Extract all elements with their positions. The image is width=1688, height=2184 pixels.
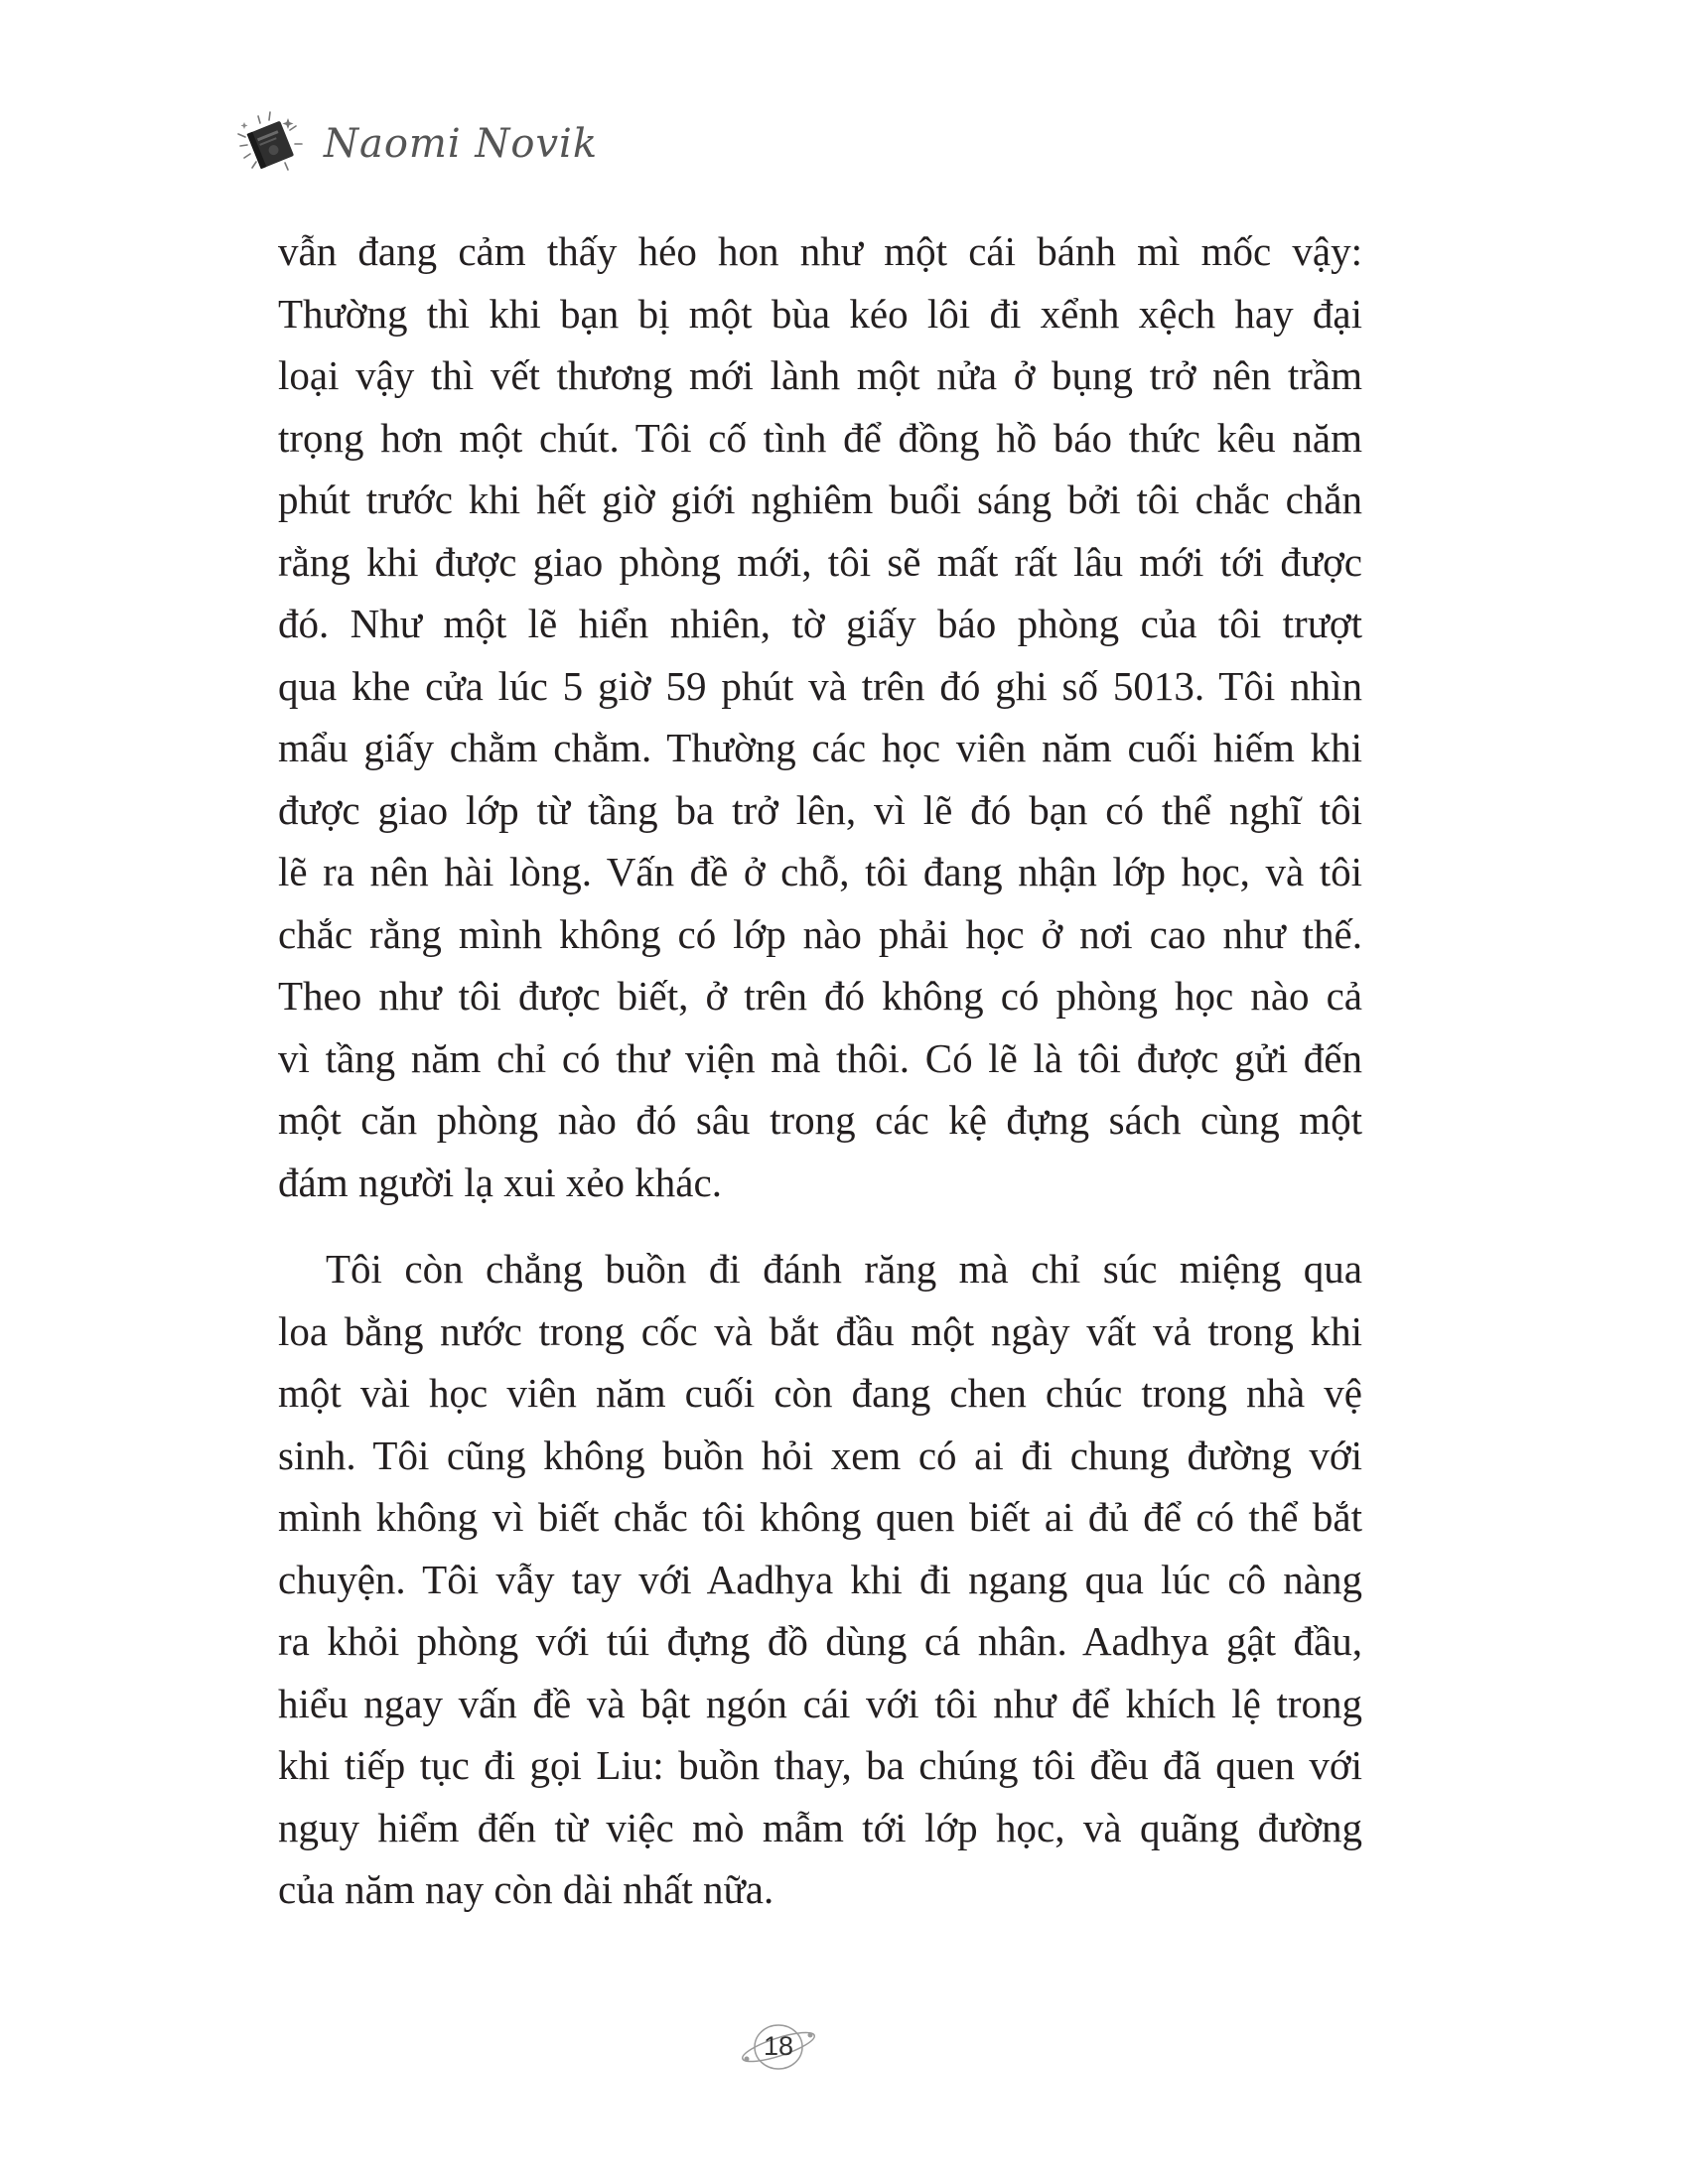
text-line: trọng hơn một chút. Tôi cố tình để đồng hồ báo thức kêu năm — [278, 414, 1362, 461]
page-number-ornament — [737, 2017, 820, 2077]
text-line: Theo như tôi được biết, ở trên đó không có phòng học nào cả — [278, 973, 1362, 1019]
text-line: vẫn đang cảm thấy héo hon như một cái bánh mì mốc vậy: — [278, 228, 1362, 274]
text-line: đám người lạ xui xẻo khác. — [278, 1159, 722, 1205]
text-line: Tôi còn chẳng buồn đi đánh răng mà chỉ súc miệng qua — [326, 1246, 1362, 1292]
text-line: khi tiếp tục đi gọi Liu: buồn thay, ba chúng tôi đều đã quen với — [278, 1742, 1362, 1788]
paragraph-gap — [278, 1213, 1362, 1238]
paragraph-1 — [278, 220, 1362, 1213]
text-line: chuyện. Tôi vẫy tay với Aadhya khi đi ngang qua lúc cô nàng — [278, 1556, 1362, 1602]
text-line: qua khe cửa lúc 5 giờ 59 phút và trên đó ghi số 5013. Tôi nhìn — [278, 662, 1362, 709]
text-line: của năm nay còn dài nhất nữa. — [278, 1866, 774, 1912]
text-line: lẽ ra nên hài lòng. Vấn đề ở chỗ, tôi đang nhận lớp học, và tôi — [278, 849, 1362, 894]
text-line: mình không vì biết chắc tôi không quen biết ai đủ để có thể bắt — [278, 1494, 1362, 1540]
author-name: Naomi Novik — [324, 121, 599, 167]
body-text — [278, 220, 1362, 1921]
text-line: loại vậy thì vết thương mới lành một nửa ở bụng trở nên trầm — [278, 352, 1362, 398]
text-line: Thường thì khi bạn bị một bùa kéo lôi đi xểnh xệch hay đại — [278, 290, 1362, 337]
text-line: mẩu giấy chằm chằm. Thường các học viên năm cuối hiếm khi — [278, 725, 1362, 770]
text-line: vì tầng năm chỉ có thư viện mà thôi. Có lẽ là tôi được gửi đến — [278, 1034, 1362, 1081]
page-number: 18 — [763, 2031, 794, 2061]
text-line: nguy hiểm đến từ việc mò mẫm tới lớp học, và quãng đường — [278, 1804, 1362, 1850]
text-line: phút trước khi hết giờ giới nghiêm buổi sáng bởi tôi chắc chắn — [278, 477, 1362, 522]
text-line: rằng khi được giao phòng mới, tôi sẽ mất rất lâu mới tới được — [278, 538, 1362, 585]
book-ornament-icon — [230, 104, 310, 184]
text-line: ra khỏi phòng với túi đựng đồ dùng cá nhân. Aadhya gật đầu, — [278, 1618, 1362, 1664]
running-header — [230, 99, 598, 189]
text-line: đó. Như một lẽ hiển nhiên, tờ giấy báo phòng của tôi trượt — [278, 601, 1362, 646]
text-line: một vài học viên năm cuối còn đang chen chúc trong nhà vệ — [278, 1370, 1362, 1416]
text-line: chắc rằng mình không có lớp nào phải học ở nơi cao như thế. — [278, 910, 1362, 957]
text-line: hiểu ngay vấn đề và bật ngón cái với tôi như để khích lệ trong — [278, 1680, 1362, 1726]
text-line: sinh. Tôi cũng không buồn hỏi xem có ai đi chung đường với — [278, 1432, 1362, 1478]
text-line: được giao lớp từ tầng ba trở lên, vì lẽ đó bạn có thể nghĩ tôi — [278, 786, 1362, 833]
text-line: một căn phòng nào đó sâu trong các kệ đựng sách cùng một — [278, 1097, 1362, 1143]
text-line: loa bằng nước trong cốc và bắt đầu một ngày vất vả trong khi — [278, 1307, 1362, 1354]
paragraph-2 — [278, 1238, 1362, 1921]
